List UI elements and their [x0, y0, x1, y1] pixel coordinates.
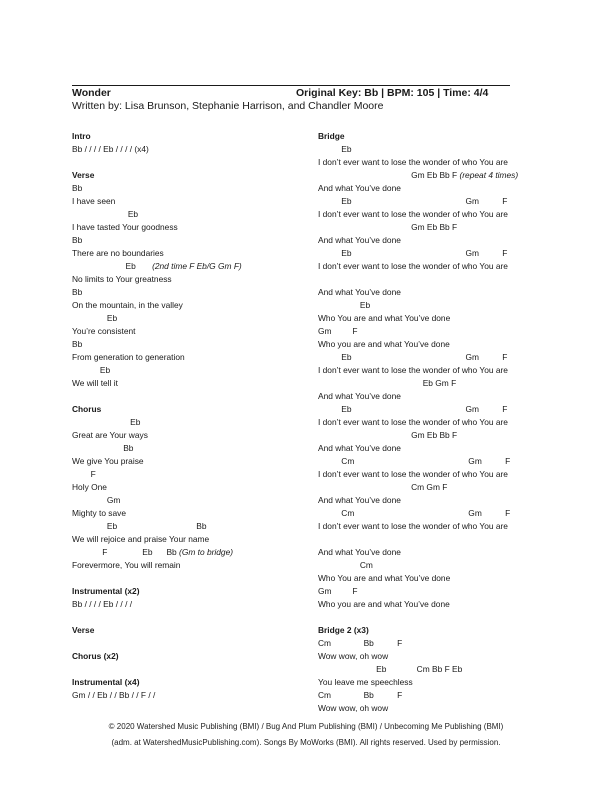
lyric-line [72, 689, 307, 702]
lyric-line [318, 520, 543, 533]
line-text: I have tasted Your goodness [72, 222, 178, 232]
lyric-line [72, 325, 307, 338]
section-header [72, 676, 307, 689]
spacer [72, 156, 307, 169]
lyric-line [318, 312, 543, 325]
chord-line [318, 169, 543, 182]
section-header [318, 624, 543, 637]
song-meta: Original Key: Bb | BPM: 105 | Time: 4/4 [296, 87, 489, 99]
lyric-line [318, 416, 543, 429]
line-text: And what You’ve done [318, 287, 401, 297]
spacer [318, 273, 543, 286]
line-text: Bridge [318, 131, 345, 141]
lyric-line [318, 260, 543, 273]
line-text: Cm Bb F [318, 690, 403, 700]
lyric-line [318, 364, 543, 377]
line-text: Bridge 2 (x3) [318, 625, 369, 635]
lyric-line [72, 598, 307, 611]
chord-line [72, 234, 307, 247]
chord-line [72, 468, 307, 481]
chord-line [318, 689, 543, 702]
line-text: Bb [72, 235, 83, 245]
line-text: You’re consistent [72, 326, 136, 336]
line-text: Bb [72, 183, 83, 193]
spacer [72, 572, 307, 585]
lyric-line [72, 247, 307, 260]
chord-line [72, 312, 307, 325]
line-text: We give You praise [72, 456, 144, 466]
performance-note: (2nd time F Eb/G Gm F) [152, 261, 242, 271]
line-text: I don’t ever want to lose the wonder of who You are [318, 469, 508, 479]
line-text: Eb [318, 144, 352, 154]
line-text: I don’t ever want to lose the wonder of who You are [318, 521, 508, 531]
line-text: Great are Your ways [72, 430, 148, 440]
line-text: I don’t ever want to lose the wonder of who You are [318, 365, 508, 375]
lyric-line [318, 338, 543, 351]
chord-line [72, 416, 307, 429]
song-writers: Written by: Lisa Brunson, Stephanie Harrison, and Chandler Moore [72, 100, 384, 112]
line-text: Gm / / Eb / / Bb / / F / / [72, 690, 156, 700]
section-header [72, 585, 307, 598]
lyric-line [72, 507, 307, 520]
line-text: Instrumental (x2) [72, 586, 140, 596]
lyric-line [318, 572, 543, 585]
chord-line [318, 299, 543, 312]
chord-line [318, 429, 543, 442]
lyric-line [72, 221, 307, 234]
lyric-line [72, 455, 307, 468]
lyric-line [318, 702, 543, 715]
line-text: Cm [318, 560, 373, 570]
line-text: Eb [72, 261, 153, 271]
line-text: Gm [72, 495, 121, 505]
line-text: I don’t ever want to lose the wonder of who You are [318, 261, 508, 271]
chord-line [318, 195, 543, 208]
chord-line [318, 247, 543, 260]
line-text: Cm Gm F [318, 508, 511, 518]
chord-line [72, 520, 307, 533]
chord-line [72, 260, 307, 273]
chord-line [72, 546, 307, 559]
line-text: Holy One [72, 482, 107, 492]
line-text: No limits to Your greatness [72, 274, 172, 284]
chord-line [72, 364, 307, 377]
line-text: Chorus (x2) [72, 651, 119, 661]
line-text: Gm Eb Bb F [318, 170, 460, 180]
line-text: Who You are and what You’ve done [318, 313, 451, 323]
spacer [318, 611, 543, 624]
line-text: And what You’ve done [318, 495, 401, 505]
line-text: Eb Gm F [318, 404, 508, 414]
lyric-line [72, 377, 307, 390]
chord-line [318, 221, 543, 234]
chord-line [318, 585, 543, 598]
lyric-line [318, 546, 543, 559]
lyric-line [72, 273, 307, 286]
chord-line [72, 442, 307, 455]
performance-note: (repeat 4 times) [459, 170, 519, 180]
line-text: I don’t ever want to lose the wonder of who You are [318, 209, 508, 219]
right-column [318, 130, 543, 715]
line-text: Eb [318, 300, 371, 310]
copyright-line-1: © 2020 Watershed Music Publishing (BMI) / Bug And Plum Publishing (BMI) / Unbecoming Me Publishing (BMI) [108, 722, 504, 731]
line-text: Bb / / / / Eb / / / / (x4) [72, 144, 149, 154]
header-rule [72, 85, 510, 86]
line-text: Bb [72, 287, 83, 297]
lyric-line [318, 442, 543, 455]
chord-line [318, 559, 543, 572]
chord-line [318, 403, 543, 416]
chord-line [318, 455, 543, 468]
copyright-line-2: (adm. at WatershedMusicPublishing.com). Songs By MoWorks (BMI). All rights reserved. Used by permission. [111, 738, 501, 747]
line-text: I don’t ever want to lose the wonder of who You are [318, 417, 508, 427]
section-header [318, 130, 543, 143]
line-text: Intro [72, 131, 91, 141]
lyric-line [318, 598, 543, 611]
line-text: Gm Eb Bb F [318, 222, 458, 232]
lyric-line [318, 156, 543, 169]
chord-line [318, 663, 543, 676]
spacer [72, 637, 307, 650]
spacer [72, 611, 307, 624]
left-column [72, 130, 307, 702]
section-header [72, 403, 307, 416]
chord-line [72, 338, 307, 351]
line-text: Bb [72, 339, 83, 349]
chord-line [72, 208, 307, 221]
line-text: Eb Gm F [318, 352, 508, 362]
line-text: Eb Gm F [318, 378, 457, 388]
lyric-line [72, 143, 307, 156]
line-text: Mighty to save [72, 508, 126, 518]
lyric-line [72, 481, 307, 494]
lyric-line [72, 559, 307, 572]
line-text: I have seen [72, 196, 116, 206]
lyric-line [318, 182, 543, 195]
line-text: Verse [72, 170, 95, 180]
line-text: Instrumental (x4) [72, 677, 140, 687]
lyric-line [72, 195, 307, 208]
line-text: From generation to generation [72, 352, 185, 362]
line-text: Eb Cm Bb F Eb [318, 664, 463, 674]
line-text: Bb / / / / Eb / / / / [72, 599, 133, 609]
line-text: And what You’ve done [318, 443, 401, 453]
section-header [72, 650, 307, 663]
line-text: And what You’ve done [318, 547, 401, 557]
section-header [72, 169, 307, 182]
performance-note: (Gm to bridge) [179, 547, 234, 557]
line-text: Eb Bb [72, 521, 207, 531]
line-text: Wow wow, oh wow [318, 703, 389, 713]
chord-line [318, 143, 543, 156]
lyric-line [318, 390, 543, 403]
line-text: Forevermore, You will remain [72, 560, 181, 570]
lyric-line [72, 299, 307, 312]
line-text: Who you are and what You’ve done [318, 599, 450, 609]
line-text: We will rejoice and praise Your name [72, 534, 210, 544]
line-text: Wow wow, oh wow [318, 651, 389, 661]
line-text: Eb Gm F [318, 196, 508, 206]
chord-line [318, 351, 543, 364]
line-text: Eb [72, 209, 139, 219]
chord-line [72, 494, 307, 507]
chord-line [318, 637, 543, 650]
chord-line [318, 325, 543, 338]
lyric-line [72, 533, 307, 546]
line-text: And what You’ve done [318, 391, 401, 401]
line-text: You leave me speechless [318, 677, 413, 687]
line-text: Chorus [72, 404, 102, 414]
line-text: Verse [72, 625, 95, 635]
line-text: Who you are and what You’ve done [318, 339, 450, 349]
line-text: Eb [72, 417, 141, 427]
line-text: Cm Bb F [318, 638, 403, 648]
line-text: We will tell it [72, 378, 118, 388]
song-title: Wonder [72, 87, 111, 99]
line-text: Eb Gm F [318, 248, 508, 258]
line-text: On the mountain, in the valley [72, 300, 183, 310]
lyric-line [318, 468, 543, 481]
lyric-line [318, 208, 543, 221]
line-text: Gm Eb Bb F [318, 430, 458, 440]
line-text: F Eb Bb [72, 547, 180, 557]
line-text: Gm F [318, 586, 358, 596]
spacer [72, 663, 307, 676]
line-text: Cm Gm F [318, 456, 511, 466]
line-text: Who You are and what You’ve done [318, 573, 451, 583]
spacer [318, 533, 543, 546]
lyric-line [318, 286, 543, 299]
chord-line [318, 481, 543, 494]
line-text: Eb [72, 313, 118, 323]
line-text: Gm F [318, 326, 358, 336]
line-text: And what You’ve done [318, 183, 401, 193]
section-header [72, 624, 307, 637]
line-text: And what You’ve done [318, 235, 401, 245]
section-header [72, 130, 307, 143]
chord-line [72, 182, 307, 195]
line-text: F [72, 469, 96, 479]
lyric-line [72, 351, 307, 364]
chord-line [318, 377, 543, 390]
line-text: There are no boundaries [72, 248, 164, 258]
lyric-line [72, 429, 307, 442]
line-text: Bb [72, 443, 134, 453]
lyric-line [318, 494, 543, 507]
chord-line [72, 286, 307, 299]
lyric-line [318, 234, 543, 247]
spacer [72, 390, 307, 403]
chord-line [318, 507, 543, 520]
line-text: Eb [72, 365, 111, 375]
line-text: I don’t ever want to lose the wonder of who You are [318, 157, 508, 167]
lyric-line [318, 676, 543, 689]
lyric-line [318, 650, 543, 663]
line-text: Cm Gm F [318, 482, 448, 492]
